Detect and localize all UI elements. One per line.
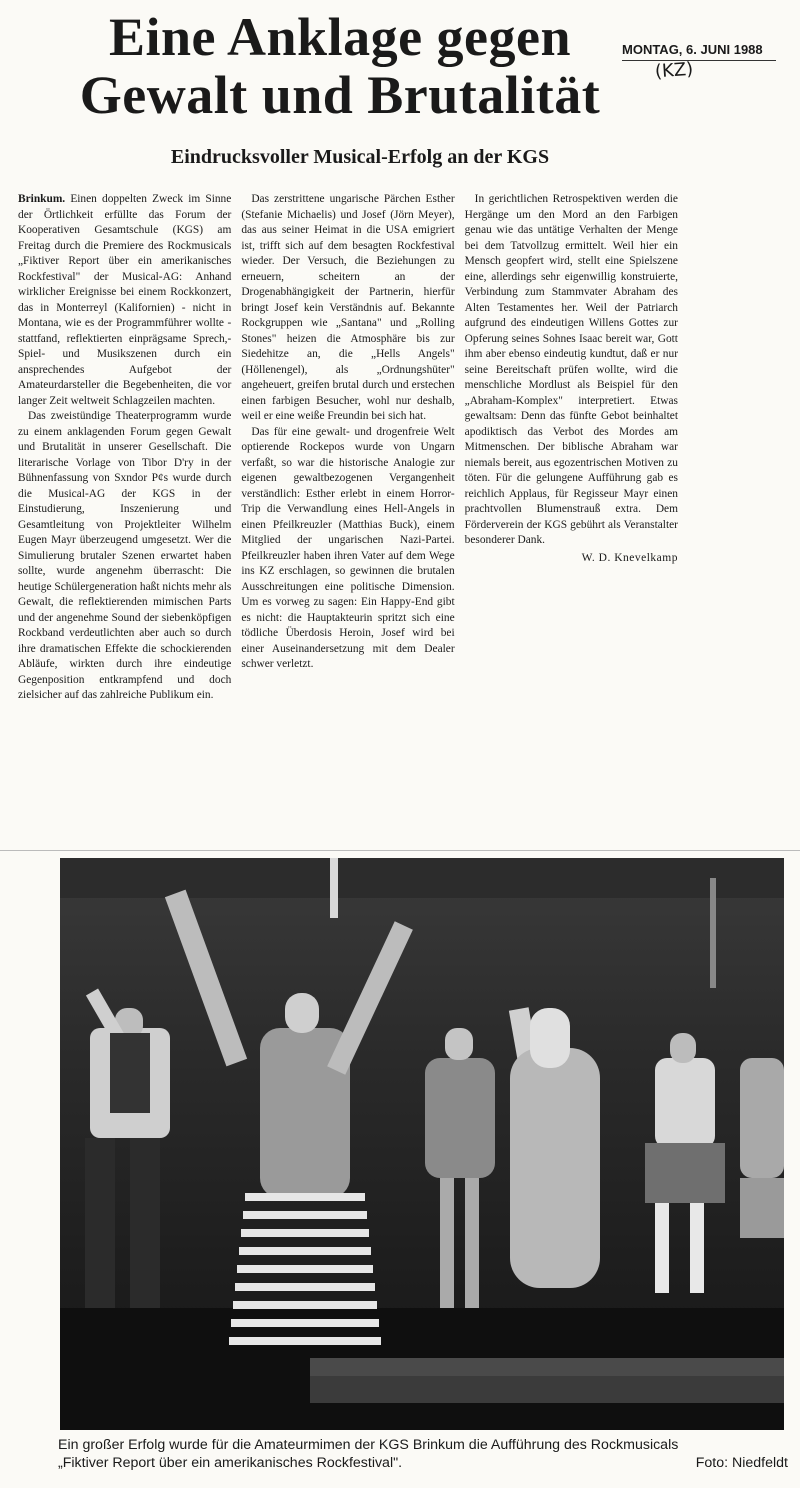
paragraph-3: Das zerstrittene ungarische Pärchen Esther (Stefanie Michaelis) und Josef (Jörn Meyer), das aus seiner Heimat in die USA emigriert ist, trifft sich auf dem besagten Rockfestival wieder. Der Versuch, die Beziehungen zu erneuern, scheitern an der Drogenabhängigkeit der Partnerin, hierfür bringt Josef kein Verständnis auf. Bekannte Rockgruppen wie „Santana" und „Rolling Stones" heizen die Atmosphäre bis zur Siedehitze an, die „Hells Angels" (Höllenengel), als „Ordnungshüter" angeheuert, greifen brutal durch und erstechen einen farbigen Besucher, wohl nur deshalb, weil er eine weiße Freundin bei sich hat. [241,193,455,422]
headline-line-1: Eine Anklage gegen [108,7,572,67]
handwritten-note: (KZ) [654,58,694,83]
paragraph-1: Brinkum. Einen doppelten Zweck im Sinne der Örtlichkeit erfüllte das Forum der Kooperativen Gesamtschule (KGS) am Freitag durch die Premiere des Rockmusicals „Fiktiver Report über ein amerikanisches Rockfestival" der Musical-AG: Anhand wirklicher Ereignisse bei einem Rockkonzert, das in Monterreyl (Kalifornien) - nicht in Montana, wie es der Programmführer wollte - stattfand, reflektierten einprägsame Sprech,- Spiel- und Musikszenen durch ein ansprechendes Aufgebot der Amateurdarsteller die Begebenheiten, die vor langer Zeit weltweit Schlagzeilen machten. [18,193,232,407]
dateline: Brinkum. [18,193,66,205]
subheadline: Eindrucksvoller Musical-Erfolg an der KGS [170,146,550,168]
article-body [18,192,678,842]
photo-caption [58,1436,788,1472]
paragraph-2: Das zweistündige Theaterprogramm wurde zu einem anklagenden Forum gegen Gewalt und Brutalität in unserer Gesellschaft. Die literarische Vorlage von Tibor D'ry in der Bühnenfassung von Sxndor P¢s wurde durch die Musical-AG der KGS in der Einstudierung, Inszenierung und Gesamtleitung von Projektleiter Wilhelm Eugen Mayr überzeugend umgesetzt. Wer die Simulierung brutaler Szenen erwartet haben sollte, wurde angenehm überrascht: Die heutige Schülergeneration haßt nichts mehr als Gewalt, die reflektierenden mimischen Parts und der angenehme Sound der siebenköpfigen Rockband verdeutlichten aber auch so durch ihre dramatischen Effekte die schockierenden Abläufe, wirkten durch ihre eindeutige Gegenposition entkrampfend und doch zielsicher auf das zahlreiche Publikum ein. [18,410,232,701]
column-1 [18,192,231,842]
performance-photo [60,858,784,1430]
divider [0,850,800,851]
paragraph-4: Das für eine gewalt- und drogenfreie Welt optierende Rockepos wurde von Ungarn verfaßt, so war die historische Analogie zur eigenen gewaltbezogenen Vergangenheit verständlich: Esther erlebt in einem Horror-Trip die Verwandlung eines Hell-Angels in einen Pfeilkreuzler (Matthias Buck), einem Mitglied der ungarischen Nazi-Partei. Pfeilkreuzler haben ihren Vater auf dem Wege ins KZ erschlagen, so gewinnen die brutalen Ausschreitungen eine politische Dimension. Um es vorweg zu sagen: Ein Happy-End gibt es nicht: die Hauptakteurin spritzt sich eine tödliche Überdosis Heroin, Josef wird bei einer Auseinandersetzung mit dem Dealer schwer verletzt. [241,425,455,670]
headline-line-2: Gewalt und Brutalität [79,65,601,125]
publication-date: MONTAG, 6. JUNI 1988 [622,42,776,61]
author: W. D. Knevelkamp [581,551,678,564]
photo-credit: Foto: Niedfeldt [695,1455,788,1471]
column-3 [465,192,678,842]
photo-illustration [60,858,784,1430]
caption-line-2: „Fiktiver Report über ein amerikanisches Rockfestival". Foto: Niedfeldt [58,1455,788,1471]
column-2 [241,192,454,842]
caption-line-1: Ein großer Erfolg wurde für die Amateurmimen der KGS Brinkum die Aufführung des Rockmusicals [58,1437,679,1453]
paragraph-5: In gerichtlichen Retrospektiven werden die Hergänge um den Mord an den Farbigen genau wie das untätige Verhalten der Menge bei dem Tatvollzug ermittelt. Weil hier ein Mensch geopfert wird, stellt eine Spielszene eine, allerdings sehr eigenwillig konstruierte, Verbindung zum Stammvater Abraham des Alten Testamentes her. Weil der Patriarch aufgrund des eindeutigen Willens Gottes zur Opferung seines Sohnes Isaac bereit war, Gott ihm aber ebenso eindeutig kundtut, daß er nur seine Bereitschaft prüfen wollte, wird die menschliche Mordlust als Beispiel für den „Abraham-Komplex" interpretiert. Etwas gewaltsam: Denn das fünfte Gebot beinhaltet apodiktisch das Verbot des Mordes am Mitmenschen. Der biblische Abraham war niemals bereit, aus egozentrischen Motiven zu töten. Für die gelungene Aufführung gab es reichlich Applaus, für Regisseur Mayr einen prachtvollen Blumenstrauß extra. Dem Förderverein der KGS gebührt als Veranstalter besonderer Dank. [464,193,678,546]
headline [60,8,620,124]
